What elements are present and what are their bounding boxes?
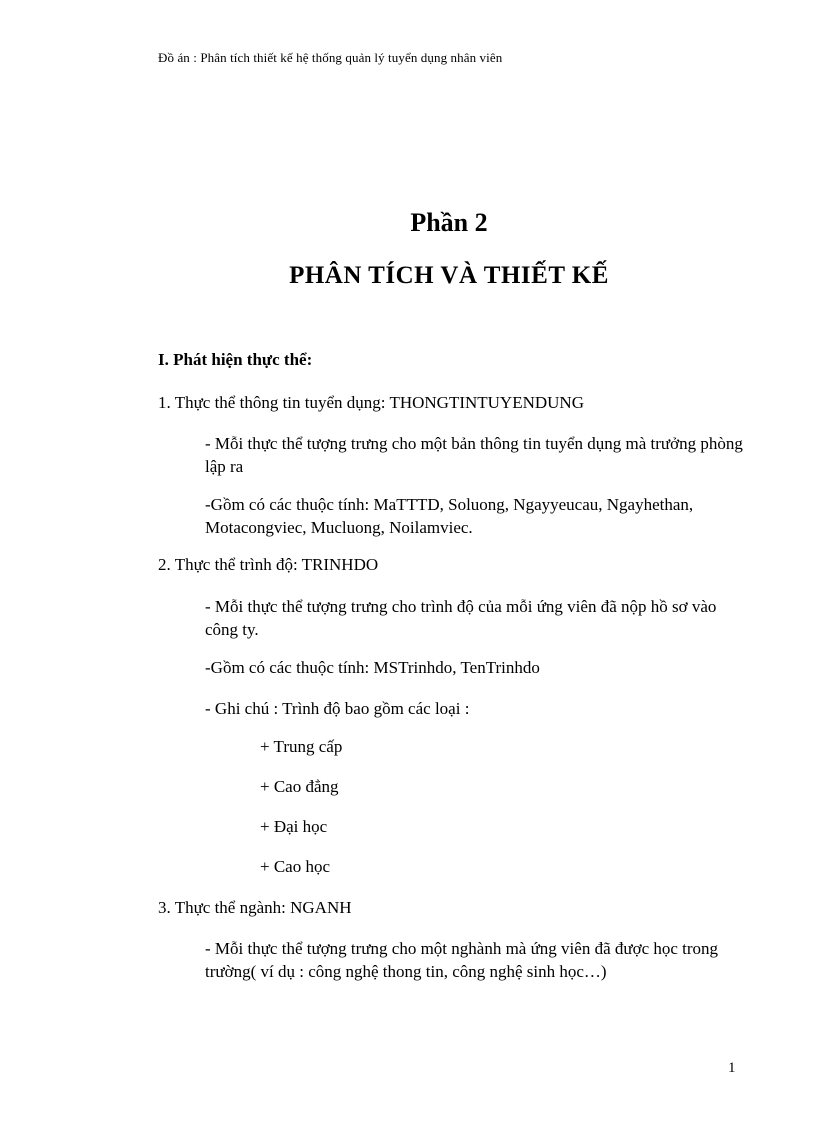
- entity-1-description: - Mỗi thực thể tượng trưng cho một bản thông tin tuyển dụng mà trưởng phòng lập ra: [205, 434, 743, 476]
- entity-2-description: - Mỗi thực thể tượng trưng cho trình độ của mỗi ứng viên đã nộp hồ sơ vào công ty.: [205, 597, 717, 639]
- part-label: Phần 2: [410, 208, 488, 237]
- page-header: Đồ án : Phân tích thiết kế hệ thống quản lý tuyển dụng nhân viên: [158, 50, 503, 65]
- page-number: 1: [728, 1060, 736, 1076]
- entity-2-attributes: -Gồm có các thuộc tính: MSTrinhdo, TenTrinhdo: [205, 658, 540, 677]
- entity-heading-2: 2. Thực thể trình độ: TRINHDO: [158, 555, 379, 574]
- section-title: I. Phát hiện thực thể:: [158, 350, 313, 369]
- part-title: PHÂN TÍCH VÀ THIẾT KẾ: [289, 262, 609, 289]
- level-item: + Đại học: [260, 817, 328, 836]
- entity-3-description: - Mỗi thực thể tượng trưng cho một nghành mà ứng viên đã được học trong trường( ví dụ : công nghệ thong tin, công nghệ sinh học…): [205, 939, 719, 981]
- entity-1-attributes: -Gồm có các thuộc tính: MaTTTD, Soluong, Ngayyeucau, Ngayhethan, Motacongviec, Mucluong, Noilamviec.: [205, 495, 694, 537]
- level-item: + Cao đẳng: [260, 777, 339, 796]
- level-item: + Trung cấp: [260, 737, 343, 756]
- entity-heading-3: 3. Thực thể ngành: NGANH: [158, 898, 352, 917]
- entity-heading-1: 1. Thực thể thông tin tuyển dụng: THONGTINTUYENDUNG: [158, 393, 584, 412]
- entity-2-note: - Ghi chú : Trình độ bao gồm các loại :: [205, 699, 470, 718]
- level-item: + Cao học: [260, 857, 331, 876]
